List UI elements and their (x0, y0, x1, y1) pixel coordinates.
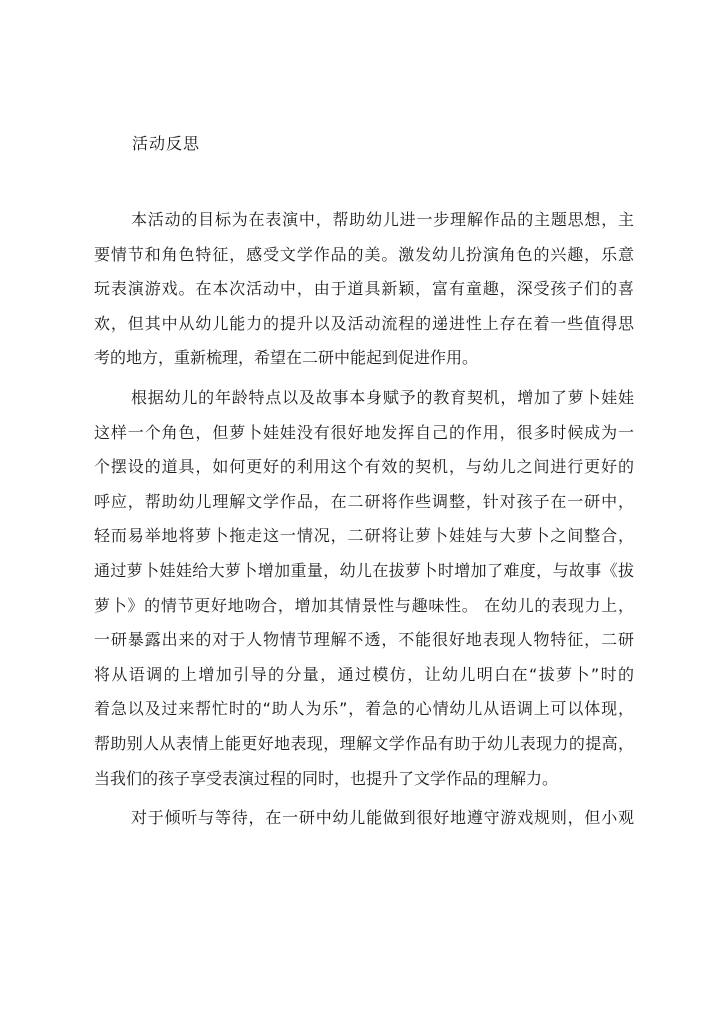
text-line: 一研暴露出来的对于人物情节理解不透，不能很好地表现人物特征，二研 (94, 630, 634, 650)
text-line: 本活动的目标为在表演中，帮助幼儿进一步理解作品的主题思想，主 (131, 210, 634, 229)
text-line: 玩表演游戏。在本次活动中，由于道具新颖，富有童趣，深受孩子们的喜 (94, 279, 634, 299)
text-line: 个摆设的道具，如何更好的利用这个有效的契机，与幼儿之间进行更好的 (94, 457, 634, 477)
text-line: 要情节和角色特征，感受文学作品的美。激发幼儿扮演角色的兴趣，乐意 (94, 244, 634, 264)
text-line: 轻而易举地将萝卜拖走这一情况，二研将让萝卜娃娃与大萝卜之间整合， (94, 526, 634, 546)
text-line: 对于倾听与等待，在一研中幼儿能做到很好地遵守游戏规则，但小观 (131, 808, 634, 828)
text-line: 着急以及过来帮忙时的“助人为乐”，着急的心情幼儿从语调上可以体现， (94, 699, 634, 719)
text-line: 考的地方，重新梳理，希望在二研中能起到促进作用。 (94, 348, 479, 368)
text-line: 当我们的孩子享受表演过程的同时，也提升了文学作品的理解力。 (94, 768, 559, 788)
text-line: 欢，但其中从幼儿能力的提升以及活动流程的递进性上存在着一些值得思 (94, 313, 634, 333)
text-line: 帮助别人从表情上能更好地表现，理解文学作品有助于幼儿表现力的提高， (94, 733, 634, 753)
text-line: 这样一个角色，但萝卜娃娃没有很好地发挥自己的作用，很多时候成为一 (94, 422, 634, 442)
body-text (94, 208, 634, 841)
paragraph (94, 806, 634, 841)
section-heading: 活动反思 (132, 134, 201, 153)
text-line: 萝卜》的情节更好地吻合，增加其情景性与趣味性。 在幼儿的表现力上， (94, 595, 634, 615)
text-line: 将从语调的上增加引导的分量，通过模仿，让幼儿明白在“拔萝卜”时的 (94, 664, 634, 684)
text-line: 通过萝卜娃娃给大萝卜增加重量，幼儿在拔萝卜时增加了难度，与故事《拔 (94, 560, 634, 580)
text-line: 呼应，帮助幼儿理解文学作品，在二研将作些调整，针对孩子在一研中， (94, 491, 634, 511)
paragraph (94, 208, 634, 381)
text-line: 根据幼儿的年龄特点以及故事本身赋予的教育契机，增加了萝卜娃娃 (131, 387, 634, 407)
paragraph (94, 386, 634, 801)
